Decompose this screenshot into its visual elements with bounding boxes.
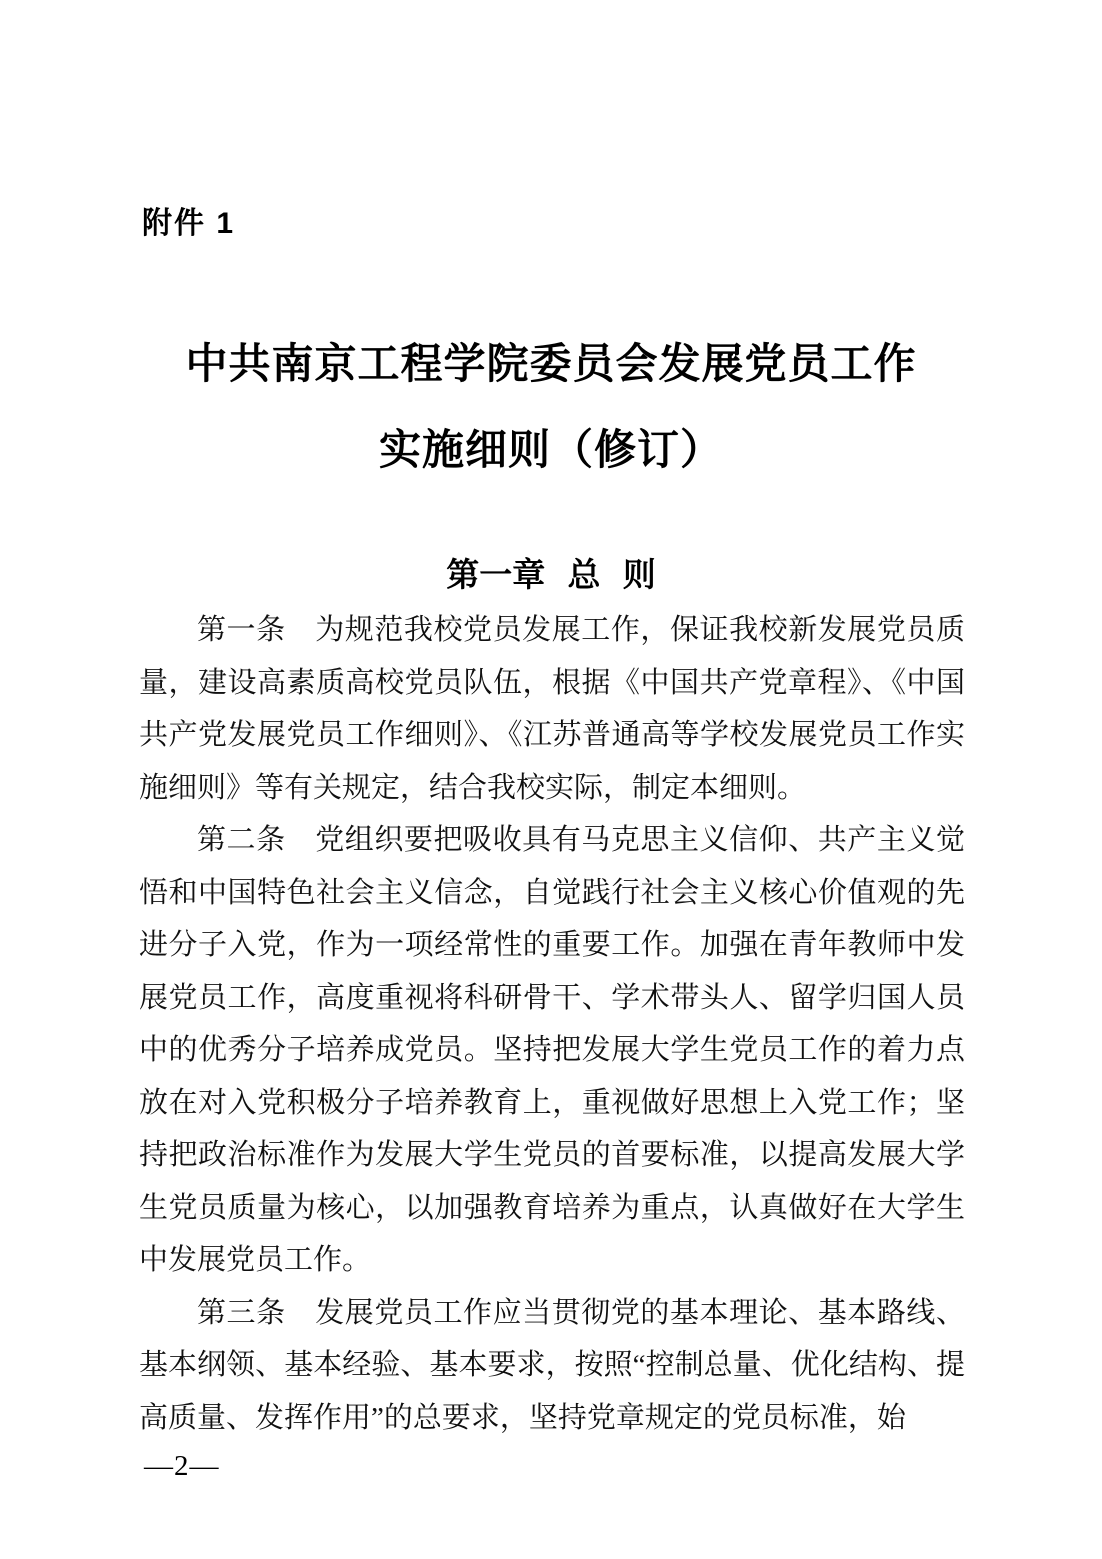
document-title (0, 322, 1102, 494)
document-title-line2: 实施细则（修订） (378, 428, 723, 474)
paragraph-article-3: 第三条 发展党员工作应当贯彻党的基本理论、基本路线、基本纲领、基本经验、基本要求，按照“控制总量、优化结构、提高质量、发挥作用”的总要求，坚持党章规定的党员标准，始 (139, 1296, 965, 1434)
paragraph-article-1: 第一条 为规范我校党员发展工作，保证我校新发展党员质量，建设高素质高校党员队伍，根据《中国共产党章程》、《中国共产党发展党员工作细则》、《江苏普通高等学校发展党员工作实施细则》等有关规定，结合我校实际，制定本细则。 (139, 614, 965, 804)
document-body (139, 604, 965, 1444)
attachment-label: 附件 1 (142, 207, 236, 240)
page-number: —2— (144, 1450, 220, 1482)
paragraph-article-2: 第二条 党组织要把吸收具有马克思主义信仰、共产主义觉悟和中国特色社会主义信念，自觉践行社会主义核心价值观的先进分子入党，作为一项经常性的重要工作。加强在青年教师中发展党员工作，高度重视将科研骨干、学术带头人、留学归国人员中的优秀分子培养成党员。坚持把发展大学生党员工作的着力点放在对入党积极分子培养教育上，重视做好思想上入党工作；坚持把政治标准作为发展大学生党员的首要标准，以提高发展大学生党员质量为核心，以加强教育培养为重点，认真做好在大学生中发展党员工作。 (139, 824, 965, 1276)
document-title-line1: 中共南京工程学院委员会发展党员工作 (185, 342, 917, 388)
chapter-heading: 第一章 总 则 (446, 558, 656, 594)
